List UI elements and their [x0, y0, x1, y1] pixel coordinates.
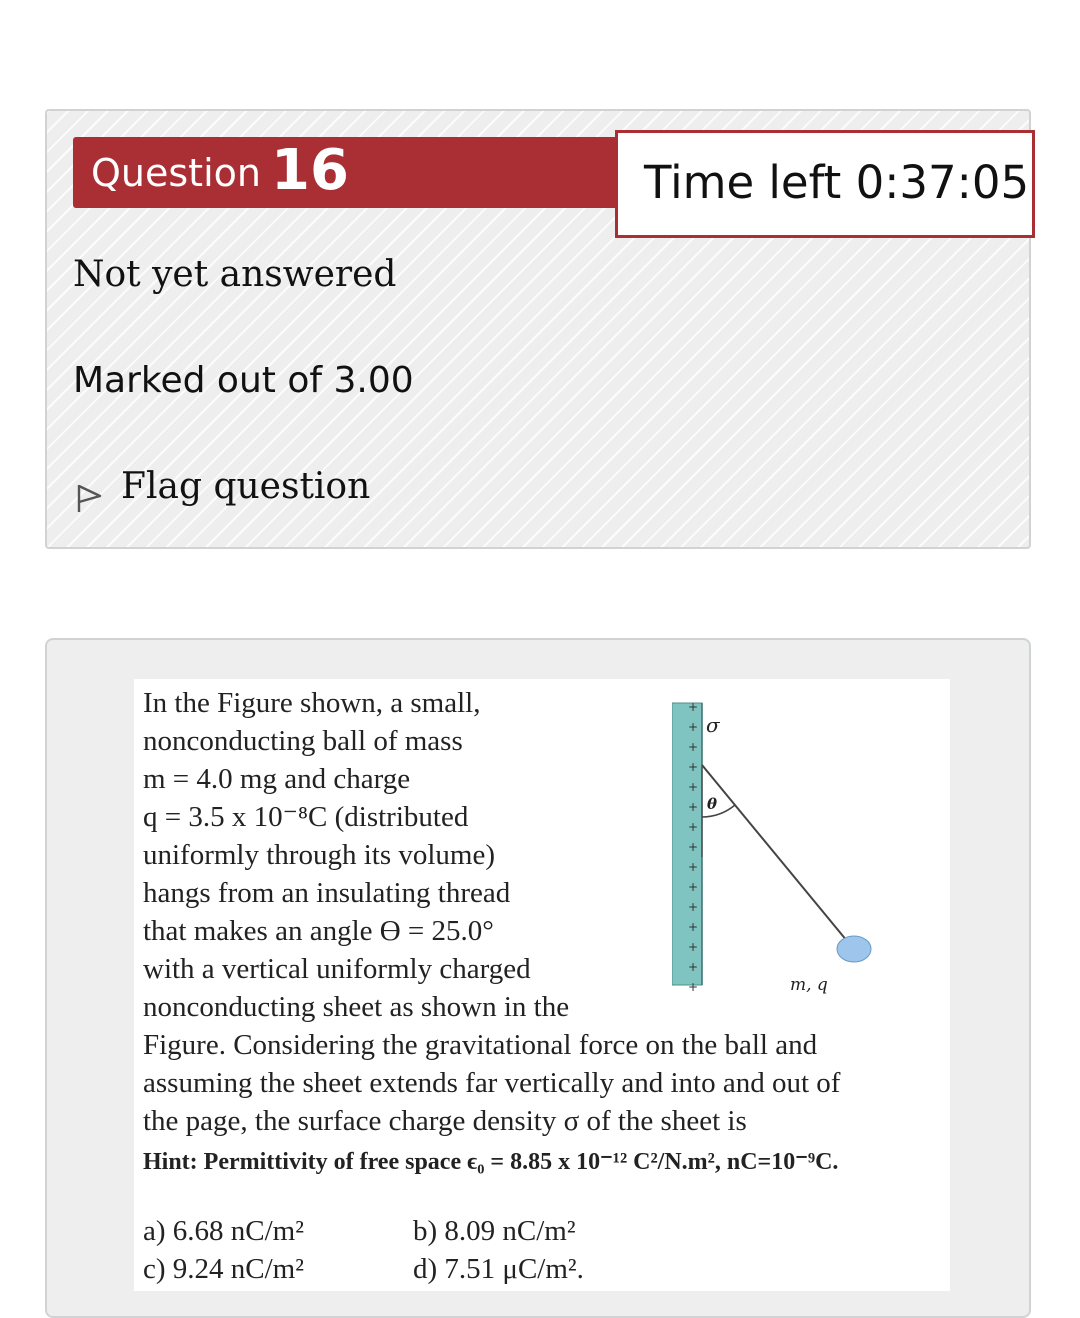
insulating-thread [702, 765, 852, 947]
question-text-line: the page, the surface charge density σ of the sheet is [143, 1105, 747, 1137]
flag-icon [75, 483, 103, 513]
theta-label: θ [707, 795, 718, 813]
svg-text:+: + [688, 980, 699, 994]
option-c: c) 9.24 nC/m² [143, 1253, 304, 1285]
question-hint: Hint: Permittivity of free space ϵ₀ = 8.85 x 10⁻¹² C²/N.m², nC=10⁻⁹C. [143, 1149, 839, 1175]
svg-text:+: + [688, 900, 699, 914]
question-mark: Marked out of 3.00 [73, 360, 414, 401]
ball-label: m, q [790, 975, 828, 995]
question-text-line: Figure. Considering the gravitational force on the ball and [143, 1029, 818, 1061]
sigma-label: σ [706, 713, 720, 737]
question-text-line: nonconducting ball of mass [143, 725, 463, 757]
svg-text:+: + [688, 700, 699, 714]
question-text-line: q = 3.5 x 10⁻⁸C (distributed [143, 801, 469, 833]
question-text-line: that makes an angle ϴ = 25.0° [143, 915, 494, 947]
question-text-line: m = 4.0 mg and charge [143, 763, 411, 795]
question-text-line: with a vertical uniformly charged [143, 953, 531, 985]
sheet-plus-charges [688, 700, 698, 994]
quiz-timer [615, 130, 1035, 238]
option-b: b) 8.09 nC/m² [413, 1215, 576, 1247]
flag-question-link[interactable] [73, 463, 413, 513]
question-label: Question [91, 151, 261, 195]
svg-text:+: + [688, 880, 699, 894]
svg-text:+: + [688, 840, 699, 854]
svg-text:+: + [688, 940, 699, 954]
question-text-line: assuming the sheet extends far vertically and into and out of [143, 1067, 841, 1099]
svg-text:+: + [688, 760, 699, 774]
charged-sheet-figure [672, 697, 922, 997]
question-text-line: uniformly through its volume) [143, 839, 495, 871]
svg-text:+: + [688, 720, 699, 734]
question-state: Not yet answered [73, 254, 397, 295]
svg-text:+: + [688, 740, 699, 754]
question-number-banner [73, 137, 618, 208]
question-text-line: hangs from an insulating thread [143, 877, 511, 909]
svg-text:+: + [688, 860, 699, 874]
flag-question-label: Flag question [121, 466, 371, 507]
question-text-line: In the Figure shown, a small, [143, 687, 481, 719]
svg-text:+: + [688, 820, 699, 834]
svg-text:+: + [688, 960, 699, 974]
svg-text:+: + [688, 920, 699, 934]
question-text-line: nonconducting sheet as shown in the [143, 991, 570, 1023]
charged-ball [837, 936, 871, 962]
question-content-panel [45, 638, 1031, 1318]
question-info-panel [45, 109, 1031, 549]
svg-text:+: + [688, 780, 699, 794]
timer-text: Time left 0:37:05 [644, 156, 1030, 209]
question-image [134, 679, 950, 1291]
question-number: 16 [271, 138, 349, 203]
option-d: d) 7.51 μC/m². [413, 1253, 584, 1285]
option-a: a) 6.68 nC/m² [143, 1215, 304, 1247]
svg-text:+: + [688, 800, 699, 814]
